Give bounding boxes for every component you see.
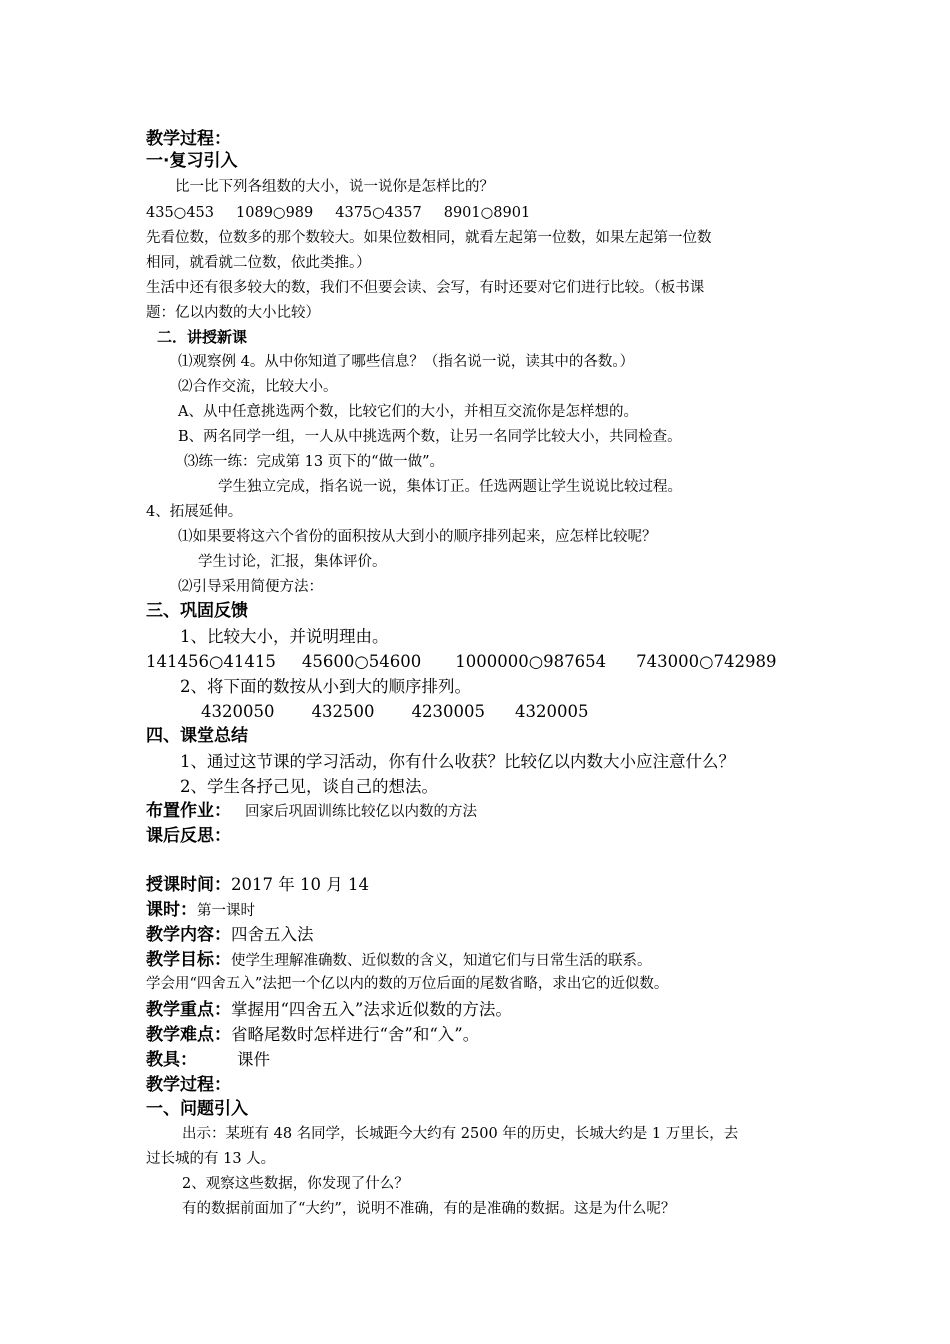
step-a: A、从中任意挑选两个数，比较它们的大小，并相互交流你是怎样想的。 bbox=[178, 404, 638, 420]
content-label: 教学内容： bbox=[146, 925, 231, 945]
intro-text: 比一比下列各组数的大小，说一说你是怎样比的？ bbox=[175, 179, 494, 195]
process-heading: 教学过程： bbox=[146, 129, 231, 149]
consolidate-heading: 三、巩固反馈 bbox=[146, 601, 248, 621]
homework-text: 回家后巩固训练比较亿以内数的方法 bbox=[245, 804, 477, 820]
difficulty-line bbox=[146, 1027, 479, 1044]
feedback-number: 45600○54600 bbox=[301, 652, 422, 671]
step-3: ⑶练一练：完成第 13 页下的“做一做”。 bbox=[184, 454, 444, 470]
period-value: 第一课时 bbox=[197, 903, 255, 919]
compare-item: 435○453 bbox=[146, 205, 215, 221]
key-label: 教学重点： bbox=[146, 1000, 231, 1020]
goal-label: 教学目标： bbox=[146, 950, 231, 970]
difficulty-value: 省略尾数时怎样进行“舍”和“入”。 bbox=[231, 1025, 480, 1044]
goal-value: 使学生理解准确数、近似数的含义，知道它们与日常生活的联系。 bbox=[231, 953, 652, 969]
process-heading-2: 教学过程： bbox=[146, 1075, 231, 1095]
compare-item: 4375○4357 bbox=[335, 205, 422, 221]
show-line-1: 出示：某班有 48 名同学，长城距今大约有 2500 年的历史，长城大约是 1 万里长，去 bbox=[182, 1126, 739, 1142]
compare-item: 1089○989 bbox=[236, 205, 314, 221]
explain-line-1: 先看位数，位数多的那个数较大。如果位数相同，就看左起第一位数，如果左起第一位数 bbox=[146, 230, 712, 246]
show-line-2: 过长城的有 13 人。 bbox=[146, 1151, 276, 1167]
sort-number: 4230005 bbox=[411, 702, 485, 721]
step-3-detail: 学生独立完成，指名说一说，集体订正。任选两题让学生说说比较过程。 bbox=[218, 479, 682, 495]
reflection-heading: 课后反思： bbox=[146, 826, 231, 846]
goal-line-2: 学会用“四舍五入”法把一个亿以内的数的万位后面的尾数省略，求出它的近似数。 bbox=[146, 976, 669, 992]
homework-line bbox=[146, 803, 477, 820]
time-label: 授课时间： bbox=[146, 875, 231, 895]
goal-line bbox=[146, 952, 652, 969]
extension-2: ⑵引导采用简便方法： bbox=[178, 579, 323, 595]
tools-value: 课件 bbox=[237, 1050, 270, 1069]
step-2: ⑵合作交流，比较大小。 bbox=[178, 379, 338, 395]
explain-line-2: 相同，就看就二位数，依此类推。） bbox=[146, 255, 371, 271]
tools-line bbox=[146, 1052, 270, 1069]
key-line bbox=[146, 1002, 512, 1019]
feedback-number: 141456○41415 bbox=[146, 652, 276, 671]
sort-number: 4320050 bbox=[201, 702, 275, 721]
summary-heading: 四、课堂总结 bbox=[146, 726, 248, 746]
homework-label: 布置作业： bbox=[146, 801, 231, 821]
feedback-number: 743000○742989 bbox=[636, 652, 777, 671]
summary-2: 2、学生各抒己见，谈自己的想法。 bbox=[180, 777, 438, 796]
sort-number: 4320005 bbox=[515, 702, 589, 721]
content-value: 四舍五入法 bbox=[231, 925, 314, 944]
problem-intro-heading: 一、问题引入 bbox=[146, 1099, 248, 1119]
content-line bbox=[146, 927, 314, 944]
compare-row bbox=[146, 206, 530, 221]
extension-1-detail: 学生讨论，汇报，集体评价。 bbox=[198, 554, 387, 570]
review-heading: 一·复习引入 bbox=[146, 151, 238, 171]
compare-item: 8901○8901 bbox=[443, 205, 531, 221]
period-line bbox=[146, 902, 255, 919]
time-line bbox=[146, 877, 369, 894]
sort-number: 432500 bbox=[311, 702, 375, 721]
step-1: ⑴观察例 4。从中你知道了哪些信息？（指名说一说，读其中的各数。） bbox=[178, 354, 635, 370]
extension-1: ⑴如果要将这六个省份的面积按从大到小的顺序排列起来，应怎样比较呢？ bbox=[178, 529, 657, 545]
key-value: 掌握用“四舍五入”法求近似数的方法。 bbox=[231, 1000, 512, 1019]
period-label: 课时： bbox=[146, 900, 197, 920]
new-lesson-heading: 二．讲授新课 bbox=[157, 328, 248, 346]
life-line-1: 生活中还有很多较大的数，我们不但要会读、会写，有时还要对它们进行比较。（板书课 bbox=[146, 280, 705, 296]
feedback-1: 1、比较大小，并说明理由。 bbox=[180, 627, 389, 646]
feedback-1-numbers bbox=[146, 654, 777, 671]
tools-label: 教具： bbox=[146, 1050, 197, 1070]
extension-heading: 4、拓展延伸。 bbox=[146, 504, 243, 520]
answer-line: 有的数据前面加了“大约”，说明不准确，有的是准确的数据。这是为什么呢？ bbox=[182, 1201, 676, 1217]
life-line-2: 题：亿以内数的大小比较） bbox=[146, 305, 320, 321]
observe-line: 2、观察这些数据，你发现了什么？ bbox=[182, 1176, 409, 1192]
feedback-number: 1000000○987654 bbox=[455, 652, 607, 671]
step-b: B、两名同学一组，一人从中挑选两个数，让另一名同学比较大小，共同检查。 bbox=[178, 429, 682, 445]
feedback-2: 2、将下面的数按从小到大的顺序排列。 bbox=[180, 677, 471, 696]
time-value: 2017 年 10 月 14 bbox=[231, 875, 369, 894]
feedback-2-numbers bbox=[201, 704, 589, 721]
difficulty-label: 教学难点： bbox=[146, 1025, 231, 1045]
summary-1: 1、通过这节课的学习活动，你有什么收获？比较亿以内数大小应注意什么？ bbox=[180, 752, 735, 771]
